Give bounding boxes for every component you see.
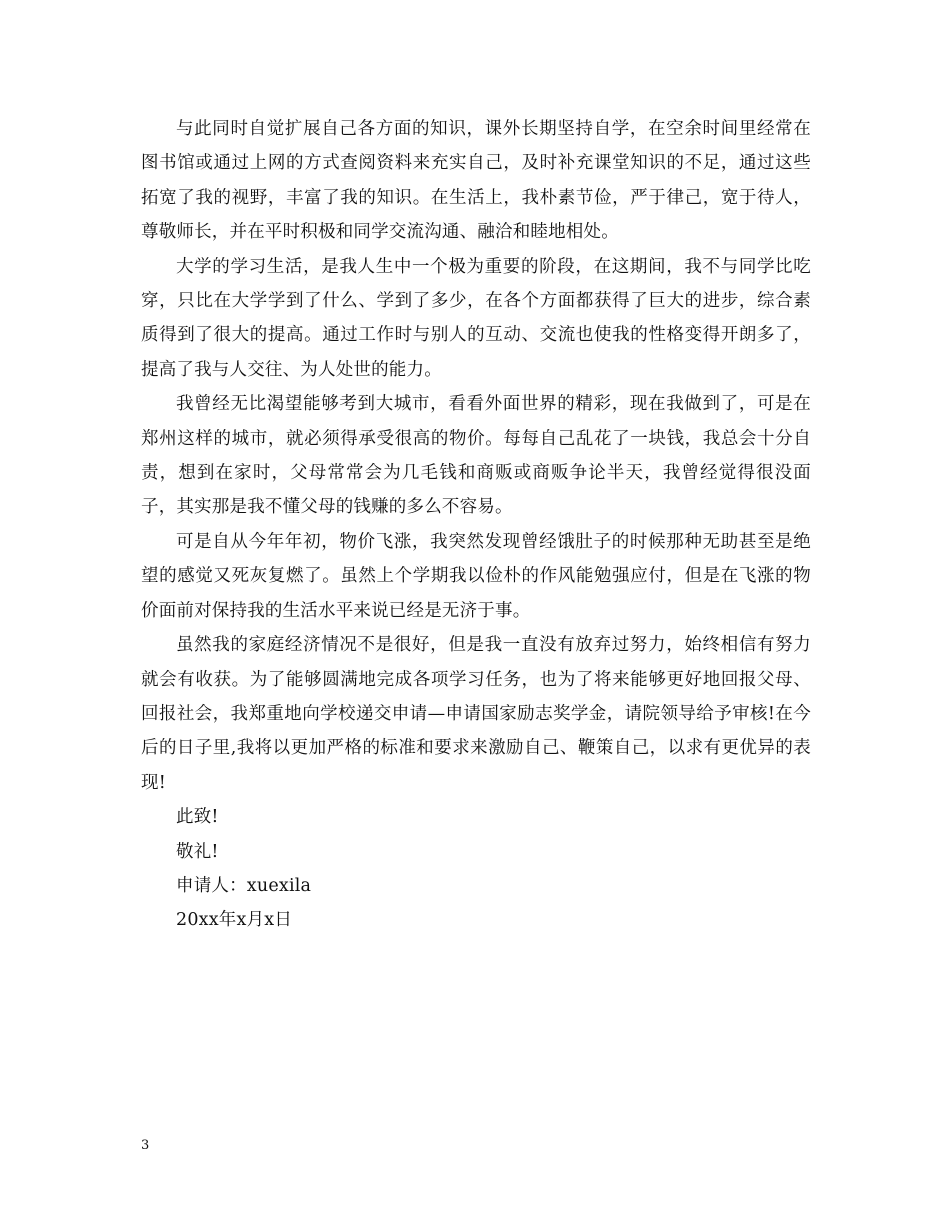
paragraph-self-study: 与此同时自觉扩展自己各方面的知识，课外长期坚持自学，在空余时间里经常在图书馆或通过上网的方式查阅资料来充实自己，及时补充课堂知识的不足，通过这些拓宽了我的视野，丰富了我的知识。在生活上，我朴素节俭，严于律己，宽于待人，尊敬师长，并在平时积极和同学交流沟通、融洽和睦地相处。 bbox=[141, 119, 811, 243]
letter-date: 20xx年x月x日 bbox=[176, 910, 293, 931]
paragraph-rising-prices: 可是自从今年年初，物价飞涨，我突然发现曾经饿肚子的时候那种无助甚至是绝望的感觉又死灰复燃了。虽然上个学期我以俭朴的作风能勉强应付，但是在飞涨的物价面前对保持我的生活水平来说已经是无济于事。 bbox=[141, 531, 811, 621]
letter-body bbox=[141, 112, 811, 938]
closing-regards: 敬礼! bbox=[176, 841, 219, 862]
paragraph-city-prices: 我曾经无比渴望能够考到大城市，看看外面世界的精彩，现在我做到了，可是在郑州这样的城市，就必须得承受很高的物价。每每自己乱花了一块钱，我总会十分自责，想到在家时，父母常常会为几毛钱和商贩或商贩争论半天，我曾经觉得很没面子，其实那是我不懂父母的钱赚的多么不容易。 bbox=[141, 394, 811, 518]
page-number: 3 bbox=[141, 1138, 150, 1153]
paragraph-application: 虽然我的家庭经济情况不是很好，但是我一直没有放弃过努力，始终相信有努力就会有收获。为了能够圆满地完成各项学习任务，也为了将来能够更好地回报父母、回报社会，我郑重地向学校递交申请—申请国家励志奖学金，请院领导给予审核!在今后的日子里,我将以更加严格的标准和要求来激励自己、鞭策自己，以求有更优异的表现! bbox=[141, 635, 811, 793]
applicant-signature: 申请人：xuexila bbox=[176, 875, 312, 896]
paragraph-university-life: 大学的学习生活，是我人生中一个极为重要的阶段，在这期间，我不与同学比吃穿，只比在大学学到了什么、学到了多少，在各个方面都获得了巨大的进步，综合素质得到了很大的提高。通过工作时与别人的互动、交流也使我的性格变得开朗多了，提高了我与人交往、为人处世的能力。 bbox=[141, 256, 811, 380]
closing-salutation: 此致! bbox=[176, 807, 219, 828]
